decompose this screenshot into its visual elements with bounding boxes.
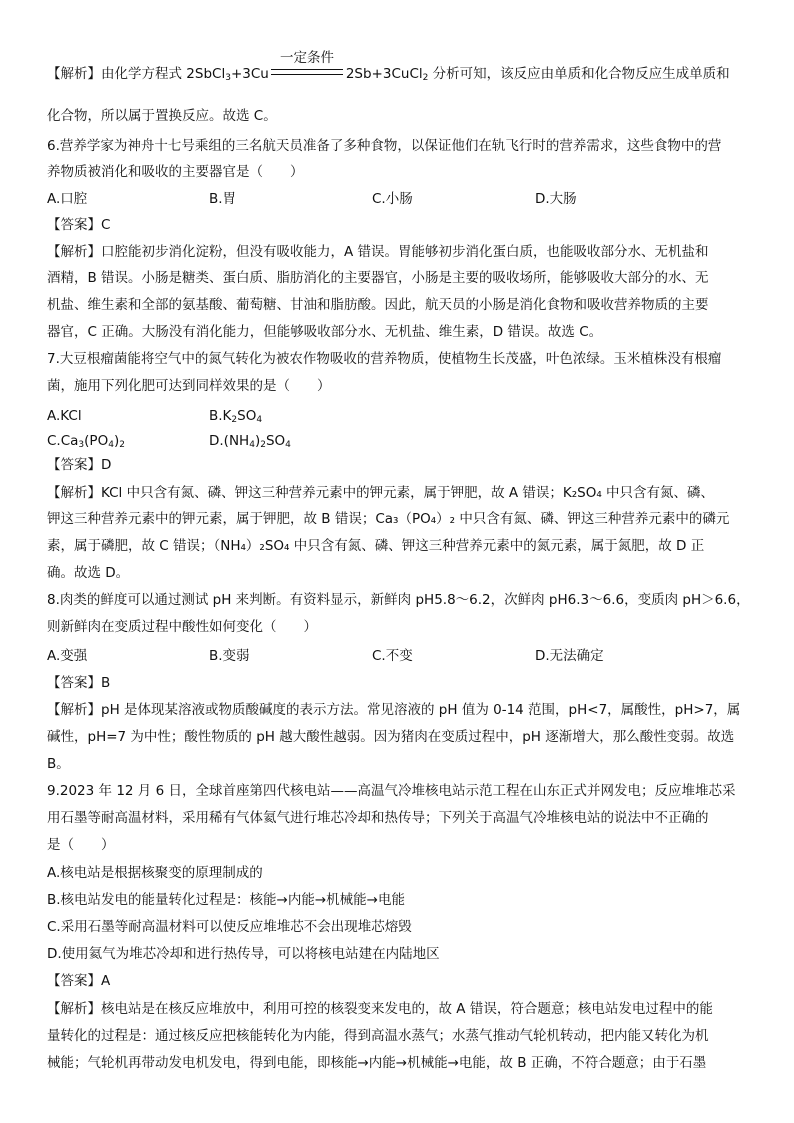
q7-stem-line-2: 菌，施用下列化肥可达到同样效果的是（ ） (47, 378, 331, 394)
q6-option-d: D.大肠 (535, 191, 577, 207)
q7-options-row-1 (47, 404, 752, 428)
q7-option-c: $C.Ca_3(PO_4)_2$ (47, 433, 125, 450)
q7-analysis-line-1: 【解析】KCl 中只含有氮、磷、钾这三种营养元素中的钾元素，属于钾肥，故 A 错误；K₂SO₄ 中只含有氮、磷、 (47, 485, 715, 501)
q9-option-a: A.核电站是根据核聚变的原理制成的 (47, 865, 263, 881)
q7-option-a: A.KCl (47, 408, 82, 424)
q7-stem-line-1: 7.大豆根瘤菌能将空气中的氮气转化为被农作物吸收的营养物质，使植物生长茂盛，叶色浓绿。玉米植株没有根瘤 (47, 351, 722, 367)
q8-stem-line-2: 则新鲜肉在变质过程中酸性如何变化（ ） (47, 619, 317, 635)
q9-analysis-line-1: 【解析】核电站是在核反应堆放中，利用可控的核裂变来发电的，故 A 错误，符合题意；核电站发电过程中的能 (47, 1001, 713, 1017)
q8-analysis-line-1: 【解析】pH 是体现某溶液或物质酸碱度的表示方法。常见溶液的 pH 值为 0-14 范围，pH<7，属酸性，pH>7，属 (47, 702, 741, 718)
q9-option-c: C.采用石墨等耐高温材料可以使反应堆堆芯不会出现堆芯熔毁 (47, 919, 412, 935)
q6-option-c: C.小肠 (372, 191, 413, 207)
q6-stem-line-2: 养物质被消化和吸收的主要器官是（ ） (47, 164, 304, 180)
q6-analysis-line-2: 酒精，B 错误。小肠是糖类、蛋白质、脂肪消化的主要器官，小肠是主要的吸收场所，能够吸收大部分的水、无 (47, 270, 709, 286)
reaction-condition: 一定条件 (280, 50, 334, 66)
q9-option-d: D.使用氦气为堆芯冷却和进行热传导，可以将核电站建在内陆地区 (47, 946, 440, 962)
q7-option-d: $D.(NH_4)_2SO_4$ (209, 433, 291, 450)
q7-analysis-line-3: 素，属于磷肥，故 C 错误；（NH₄）₂SO₄ 中只含有氮、磷、钾这三种营养元素中的氮元素，属于氮肥，故 D 正 (47, 538, 705, 554)
q6-stem-line-1: 6.营养学家为神舟十七号乘组的三名航天员准备了多种食物，以保证他们在轨飞行时的营养需求，这些食物中的营 (47, 138, 722, 154)
q7-options-row-2 (47, 429, 752, 453)
q6-analysis-line-3: 机盐、维生素和全部的氨基酸、葡萄糖、甘油和脂肪酸。因此，航天员的小肠是消化食物和吸收营养物质的主要 (47, 297, 709, 313)
q7-analysis-line-4: 确。故选 D。 (47, 565, 130, 581)
q5-analysis-line-2: 化合物，所以属于置换反应。故选 C。 (47, 108, 277, 124)
q6-option-b: B.胃 (209, 191, 237, 207)
q6-answer: 【答案】C (47, 217, 111, 233)
q8-options (47, 644, 752, 668)
q8-stem-line-1: 8.肉类的鲜度可以通过测试 pH 来判断。有资料显示，新鲜肉 pH5.8～6.2，次鲜肉 pH6.3～6.6，变质肉 pH＞6.6， (47, 592, 750, 608)
q6-options (47, 187, 752, 211)
q6-option-a: A.口腔 (47, 191, 88, 207)
q8-analysis-line-3: B。 (47, 756, 70, 772)
q9-analysis-line-2: 量转化的过程是：通过核反应把核能转化为内能，得到高温水蒸气；水蒸气推动气轮机转动，把内能又转化为机 (47, 1028, 709, 1044)
q9-option-b: B.核电站发电的能量转化过程是：核能→内能→机械能→电能 (47, 892, 405, 908)
q9-stem-line-2: 用石墨等耐高温材料，采用稀有气体氦气进行堆芯冷却和热传导；下列关于高温气冷堆核电站的说法中不正确的 (47, 810, 709, 826)
q7-answer: 【答案】D (47, 457, 112, 473)
q8-option-d: D.无法确定 (535, 648, 604, 664)
q9-answer: 【答案】A (47, 973, 111, 989)
q8-answer: 【答案】B (47, 675, 111, 691)
q6-analysis-line-4: 器官，C 正确。大肠没有消化能力，但能够吸收部分水、无机盐、维生素，D 错误。故选 C。 (47, 324, 603, 340)
q7-analysis-line-2: 钾这三种营养元素中的钾元素，属于钾肥，故 B 错误；Ca₃（PO₄）₂ 中只含有氮、磷、钾这三种营养元素中的磷元 (47, 511, 730, 527)
q8-option-b: B.变弱 (209, 648, 250, 664)
q8-option-c: C.不变 (372, 648, 413, 664)
q5-analysis-line-1: 【解析】由化学方程式 2SbCl$_3$+3Cu 2Sb+3CuCl$_2$ 分析可知，该反应由单质和化合物反应生成单质和 (47, 66, 730, 83)
q8-option-a: A.变强 (47, 648, 88, 664)
q6-analysis-line-1: 【解析】口腔能初步消化淀粉，但没有吸收能力，A 错误。胃能够初步消化蛋白质，也能吸收部分水、无机盐和 (47, 244, 709, 260)
q9-analysis-line-3: 械能；气轮机再带动发电机发电，得到电能，即核能→内能→机械能→电能，故 B 正确，不符合题意；由于石墨 (47, 1055, 707, 1071)
q8-analysis-line-2: 碱性，pH=7 为中性；酸性物质的 pH 越大酸性越弱。因为猪肉在变质过程中，pH 逐渐增大，那么酸性变弱。故选 (47, 729, 735, 745)
q7-option-b: $B.K_2SO_4$ (209, 408, 263, 425)
q9-stem-line-1: 9.2023 年 12 月 6 日，全球首座第四代核电站——高温气冷堆核电站示范工程在山东正式并网发电；反应堆堆芯采 (47, 783, 736, 799)
q9-stem-line-3: 是（ ） (47, 837, 115, 853)
